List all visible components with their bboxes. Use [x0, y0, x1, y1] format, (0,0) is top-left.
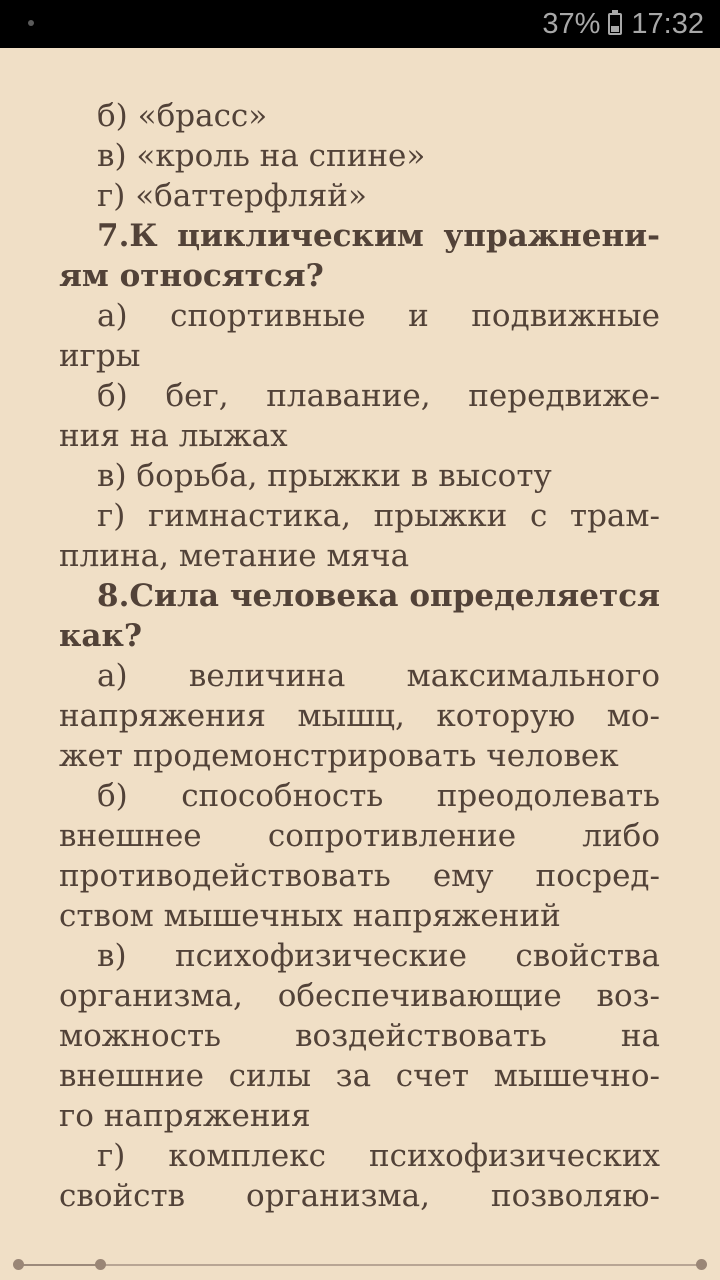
- text-line: напряжения мышц, которую мо-: [59, 698, 660, 734]
- text-line: организма, обеспечивающие воз-: [59, 978, 660, 1014]
- text-line: ством мышечных напряжений: [59, 898, 561, 934]
- question-heading-line: как?: [59, 618, 143, 654]
- question-heading-line: 7.К циклическим упражнени-: [97, 218, 660, 254]
- question-heading-line: ям относятся?: [59, 258, 324, 294]
- text-line: свойств организма, позволяю-: [59, 1178, 660, 1214]
- text-line: в) психофизические свойства: [97, 938, 660, 974]
- status-bar: [0, 0, 720, 48]
- notification-dot-icon: [28, 20, 34, 26]
- text-line: го напряжения: [59, 1098, 311, 1134]
- text-line: б) бег, плавание, передвиже-: [97, 378, 660, 414]
- progress-end-marker: [696, 1259, 707, 1270]
- text-line: можность воздействовать на: [59, 1018, 660, 1054]
- clock-time: 17:32: [631, 7, 704, 40]
- text-line: г) гимнастика, прыжки с трам-: [97, 498, 660, 534]
- text-line: а) величина максимального: [97, 658, 660, 694]
- text-line: внешнее сопротивление либо: [59, 818, 660, 854]
- text-line: противодействовать ему посред-: [59, 858, 660, 894]
- reading-progress-fill: [18, 1264, 100, 1266]
- text-line: г) «баттерфляй»: [97, 178, 367, 214]
- text-line: жет продемонстрировать человек: [59, 738, 619, 774]
- text-line: в) борьба, прыжки в высоту: [97, 458, 552, 494]
- question-heading-line: 8.Сила человека определяется: [97, 578, 660, 614]
- battery-icon: [608, 13, 622, 35]
- text-line: б) «брасс»: [97, 98, 268, 134]
- text-line: б) способность преодолевать: [97, 778, 660, 814]
- reader-page[interactable]: [59, 96, 660, 1216]
- text-line: а) спортивные и подвижные: [97, 298, 660, 334]
- status-right: [542, 0, 704, 48]
- progress-start-marker: [13, 1259, 24, 1270]
- text-line: плина, метание мяча: [59, 538, 410, 574]
- text-line: игры: [59, 338, 141, 374]
- battery-percent: 37%: [542, 7, 601, 40]
- text-line: внешние силы за счет мышечно-: [59, 1058, 660, 1094]
- text-line: в) «кроль на спине»: [97, 138, 426, 174]
- reading-progress-bar[interactable]: [18, 1264, 702, 1266]
- progress-handle[interactable]: [95, 1259, 106, 1270]
- text-line: г) комплекс психофизических: [97, 1138, 660, 1174]
- text-line: ния на лыжах: [59, 418, 288, 454]
